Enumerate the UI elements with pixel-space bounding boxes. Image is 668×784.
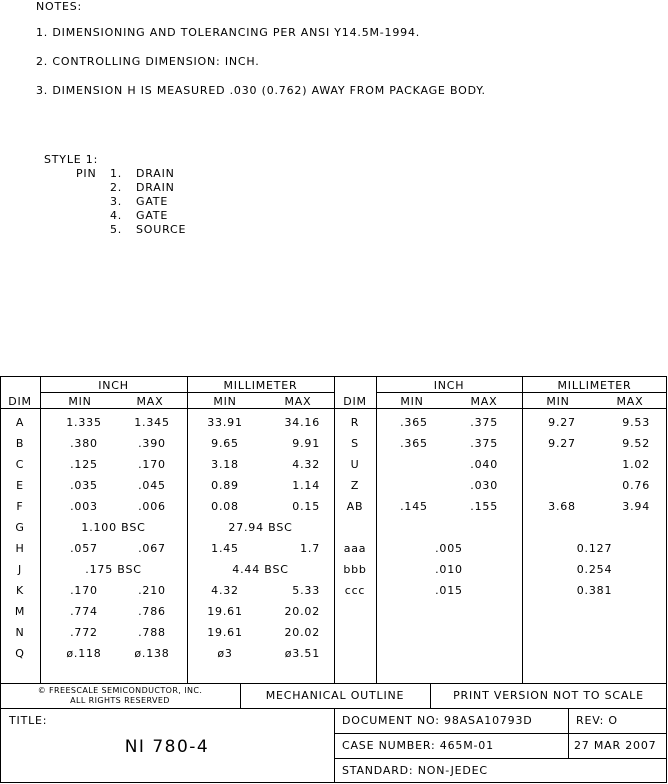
dim-label: S — [351, 437, 359, 450]
pin-num-1: 1. — [110, 167, 123, 180]
inch-max-value: .786 — [138, 605, 166, 618]
inch-max-value: .375 — [470, 416, 498, 429]
inch-max-value: .170 — [138, 458, 166, 471]
mm-min-value: 4.32 — [211, 584, 239, 597]
inch-max-value: 1.345 — [134, 416, 170, 429]
mm-max-value: 1.14 — [292, 479, 320, 492]
mm-min-value: 3.68 — [548, 500, 576, 513]
dim-label: C — [15, 458, 25, 471]
header-min: MIN — [213, 395, 237, 408]
mm-max-value: 1.02 — [622, 458, 650, 471]
mm-min-value: 9.27 — [548, 437, 576, 450]
style-heading: STYLE 1: — [44, 153, 99, 166]
mm-max-value: 0.15 — [292, 500, 320, 513]
issue-date: 27 MAR 2007 — [574, 739, 657, 752]
mm-max-value: 9.91 — [292, 437, 320, 450]
pin-name-1: DRAIN — [136, 167, 175, 180]
inch-max-value: .067 — [138, 542, 166, 555]
inch-max-value: .390 — [138, 437, 166, 450]
inch-min-value: .772 — [70, 626, 98, 639]
pin-num-4: 4. — [110, 209, 123, 222]
inch-min-value: .365 — [400, 437, 428, 450]
mm-max-value: ø3.51 — [284, 647, 320, 660]
mm-max-value: 20.02 — [284, 605, 320, 618]
inch-bsc-value: 1.100 BSC — [81, 521, 146, 534]
dim-label: F — [16, 500, 24, 513]
dim-label: ccc — [344, 584, 366, 597]
header-inch-left: INCH — [98, 379, 129, 392]
mm-tol-value: 0.254 — [576, 563, 613, 576]
dim-label: E — [16, 479, 24, 492]
dim-label: M — [14, 605, 26, 618]
mm-min-value: 0.08 — [211, 500, 239, 513]
header-dim-right: DIM — [343, 395, 367, 408]
inch-max-value: .375 — [470, 437, 498, 450]
dim-label: R — [350, 416, 360, 429]
pin-name-2: DRAIN — [136, 181, 175, 194]
dim-label: G — [15, 521, 25, 534]
note-3: 3. DIMENSION H IS MEASURED .030 (0.762) AWAY FROM PACKAGE BODY. — [36, 84, 486, 97]
header-min: MIN — [68, 395, 92, 408]
dim-label: U — [350, 458, 360, 471]
inch-min-value: .057 — [70, 542, 98, 555]
mm-max-value: 9.52 — [622, 437, 650, 450]
header-inch-right: INCH — [433, 379, 465, 392]
mm-max-value: 0.76 — [622, 479, 650, 492]
mm-max-value: 34.16 — [284, 416, 320, 429]
header-mm-right: MILLIMETER — [557, 379, 632, 392]
dim-label: N — [15, 626, 25, 639]
mm-min-value: 9.65 — [211, 437, 239, 450]
inch-min-value: .003 — [70, 500, 98, 513]
dim-label: Q — [15, 647, 25, 660]
inch-min-value: .365 — [400, 416, 428, 429]
inch-min-value: 1.335 — [66, 416, 102, 429]
mm-min-value: 0.89 — [211, 479, 239, 492]
inch-min-value: .380 — [70, 437, 98, 450]
inch-bsc-value: .175 BSC — [85, 563, 142, 576]
header-max: MAX — [616, 395, 644, 408]
mm-max-value: 4.32 — [292, 458, 320, 471]
pin-label: PIN — [76, 167, 97, 180]
mm-min-value: 19.61 — [207, 605, 243, 618]
inch-tol-value: .015 — [435, 584, 463, 597]
header-max: MAX — [136, 395, 164, 408]
dim-label: K — [15, 584, 24, 597]
pin-num-2: 2. — [110, 181, 123, 194]
inch-tol-value: .005 — [435, 542, 463, 555]
mm-max-value: 5.33 — [292, 584, 320, 597]
dim-label: aaa — [343, 542, 367, 555]
pin-name-3: GATE — [136, 195, 169, 208]
mm-min-value: 3.18 — [211, 458, 239, 471]
copyright-line-2: ALL RIGHTS RESERVED — [70, 696, 170, 705]
inch-min-value: .035 — [70, 479, 98, 492]
inch-max-value: .788 — [138, 626, 166, 639]
print-version: PRINT VERSION NOT TO SCALE — [453, 689, 644, 702]
title-value: NI 780-4 — [124, 737, 210, 757]
inch-max-value: .030 — [470, 479, 498, 492]
inch-max-value: .006 — [138, 500, 166, 513]
mm-min-value: 1.45 — [211, 542, 239, 555]
note-2: 2. CONTROLLING DIMENSION: INCH. — [36, 55, 260, 68]
inch-max-value: .210 — [138, 584, 166, 597]
header-max: MAX — [470, 395, 498, 408]
pin-num-3: 3. — [110, 195, 123, 208]
pin-num-5: 5. — [110, 223, 123, 236]
notes-heading: NOTES: — [36, 0, 83, 13]
mm-max-value: 3.94 — [622, 500, 650, 513]
dim-label: A — [15, 416, 25, 429]
header-min: MIN — [400, 395, 424, 408]
mm-bsc-value: 4.44 BSC — [232, 563, 289, 576]
revision: REV: O — [576, 714, 618, 727]
case-number: CASE NUMBER: 465M-01 — [342, 739, 494, 752]
title-label: TITLE: — [9, 714, 48, 727]
mm-max-value: 1.7 — [300, 542, 320, 555]
inch-min-value: .774 — [70, 605, 98, 618]
pin-name-4: GATE — [136, 209, 169, 222]
mechanical-outline: MECHANICAL OUTLINE — [265, 689, 405, 702]
mm-max-value: 20.02 — [284, 626, 320, 639]
header-max: MAX — [284, 395, 312, 408]
dim-label: H — [15, 542, 25, 555]
mm-min-value: 19.61 — [207, 626, 243, 639]
inch-max-value: .040 — [470, 458, 498, 471]
dim-label: AB — [346, 500, 364, 513]
dim-label: bbb — [343, 563, 367, 576]
pin-name-5: SOURCE — [136, 223, 187, 236]
inch-min-value: .125 — [70, 458, 98, 471]
inch-tol-value: .010 — [435, 563, 463, 576]
mm-min-value: 9.27 — [548, 416, 576, 429]
inch-min-value: .145 — [400, 500, 428, 513]
document-number: DOCUMENT NO: 98ASA10793D — [342, 714, 533, 727]
mm-max-value: 9.53 — [622, 416, 650, 429]
inch-max-value: .155 — [470, 500, 498, 513]
inch-min-value: ø.118 — [66, 647, 102, 660]
mm-min-value: ø3 — [217, 647, 233, 660]
dim-label: J — [17, 563, 23, 576]
header-mm-left: MILLIMETER — [223, 379, 298, 392]
inch-min-value: .170 — [70, 584, 98, 597]
dim-label: Z — [350, 479, 360, 492]
standard: STANDARD: NON-JEDEC — [342, 764, 488, 777]
dim-label: B — [15, 437, 25, 450]
inch-max-value: ø.138 — [134, 647, 170, 660]
header-dim-left: DIM — [8, 395, 32, 408]
mm-tol-value: 0.381 — [576, 584, 613, 597]
inch-max-value: .045 — [138, 479, 166, 492]
note-1: 1. DIMENSIONING AND TOLERANCING PER ANSI Y14.5M-1994. — [36, 26, 421, 39]
header-min: MIN — [546, 395, 570, 408]
mm-bsc-value: 27.94 BSC — [228, 521, 293, 534]
copyright-line-1: © FREESCALE SEMICONDUCTOR, INC. — [37, 686, 203, 695]
mm-tol-value: 0.127 — [576, 542, 613, 555]
mm-min-value: 33.91 — [207, 416, 243, 429]
